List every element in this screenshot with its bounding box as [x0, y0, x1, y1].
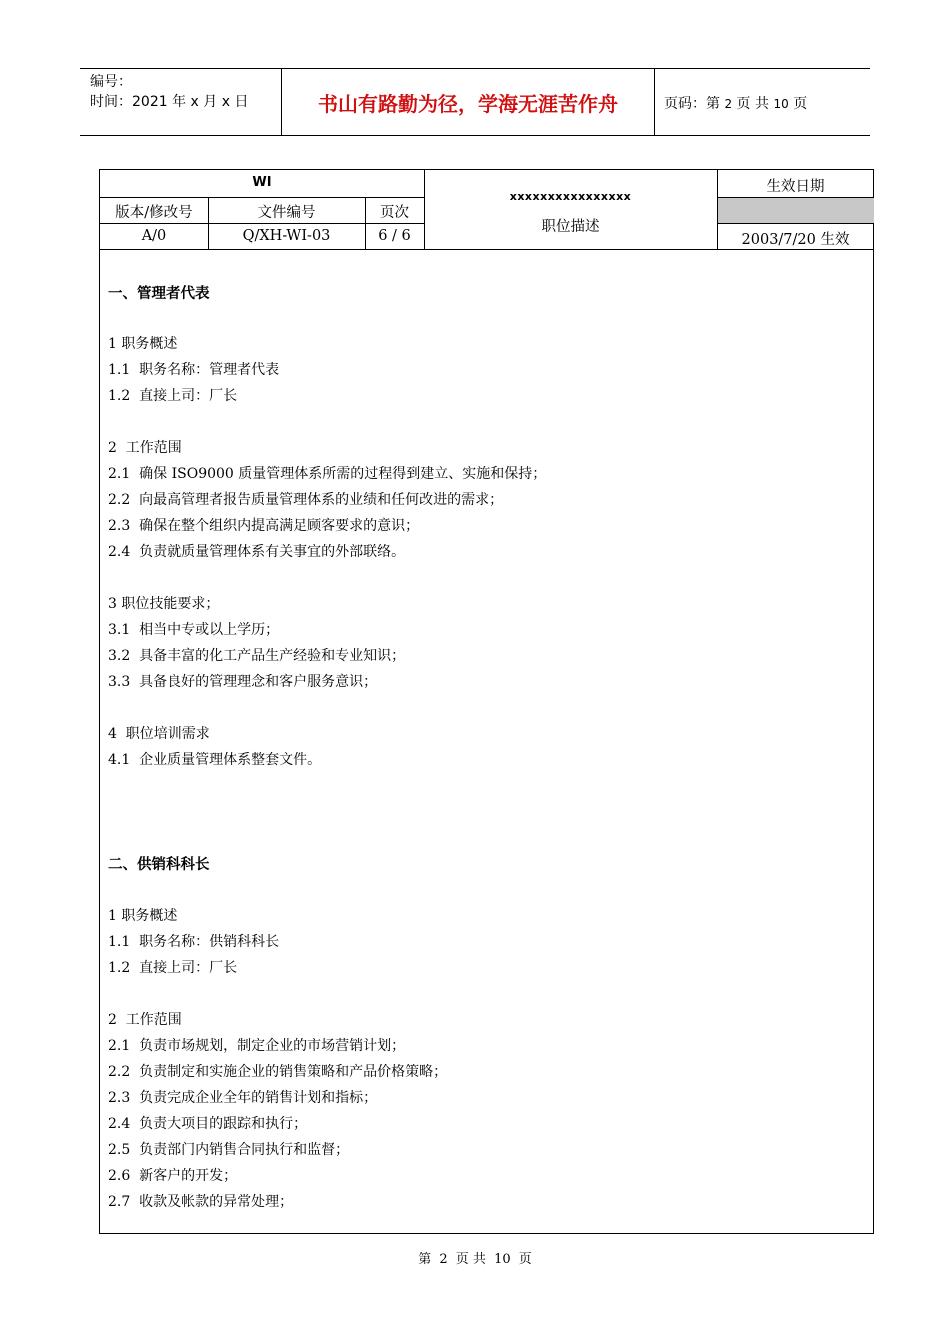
- body-line: 3.2 具备丰富的化工产品生产经验和专业知识；: [108, 648, 406, 664]
- body-line: 2.2 负责制定和实施企业的销售策略和产品价格策略；: [108, 1064, 448, 1080]
- document-number: 编号：: [90, 74, 132, 90]
- body-line: 2.6 新客户的开发；: [108, 1168, 238, 1184]
- body-line: 2.2 向最高管理者报告质量管理体系的业绩和任何改进的需求；: [108, 492, 504, 508]
- page-value: 6 / 6: [378, 228, 411, 244]
- page-header: 页次: [380, 205, 409, 221]
- table-rule: [717, 197, 874, 198]
- page-footer: [0, 1248, 950, 1267]
- body-line: 2.5 负责部门内销售合同执行和监督；: [108, 1142, 350, 1158]
- footer-total: 10: [494, 1252, 511, 1267]
- section-title: 一、管理者代表: [108, 286, 210, 302]
- doc-type: WI: [252, 175, 272, 190]
- body-line: 2.4 负责就质量管理体系有关事宜的外部联络。: [108, 544, 406, 560]
- page-total: 10: [773, 97, 789, 111]
- table-rule: [100, 223, 424, 224]
- body-line: 3.3 具备良好的管理理念和客户服务意识；: [108, 674, 378, 690]
- version-header: 版本/修改号: [115, 205, 193, 221]
- body-line: 1.2 直接上司：厂长: [108, 388, 238, 404]
- table-rule: [100, 197, 424, 198]
- body-line: 1.1 职务名称：供销科科长: [108, 934, 280, 950]
- header-top-rule: [80, 68, 870, 69]
- body-line: 1 职务概述: [108, 908, 178, 924]
- body-line: 2.3 确保在整个组织内提高满足顾客要求的意识；: [108, 518, 420, 534]
- header-motto: 书山有路勤为径，学海无涯苦作舟: [318, 92, 618, 116]
- body-line: 2 工作范围: [108, 440, 182, 456]
- header-meta: [90, 72, 248, 112]
- body-line: 3.1 相当中专或以上学历；: [108, 622, 280, 638]
- page-prefix: 页码：第: [664, 96, 720, 112]
- table-rule: [717, 223, 874, 224]
- body-line: 1.1 职务名称：管理者代表: [108, 362, 280, 378]
- document-title: 职位描述: [541, 219, 600, 235]
- body-line: 2 工作范围: [108, 1012, 182, 1028]
- table-col-rule: [424, 170, 425, 249]
- body-line: 1.2 直接上司：厂长: [108, 960, 238, 976]
- body-line: 4 职位培训需求: [108, 726, 210, 742]
- body-line: 2.7 收款及帐款的异常处理；: [108, 1194, 294, 1210]
- body-line: 1 职务概述: [108, 336, 178, 352]
- footer-prefix: 第: [418, 1252, 432, 1267]
- page-middle: 页 共: [736, 96, 769, 112]
- file-number-header: 文件编号: [257, 205, 316, 221]
- header-page-info: [664, 93, 807, 113]
- page-current: 2: [724, 97, 733, 111]
- company-name: xxxxxxxxxxxxxxxx: [509, 190, 632, 203]
- header-divider: [654, 68, 655, 135]
- version-value: A/0: [141, 228, 167, 244]
- file-number-value: Q/XH-WI-03: [242, 228, 331, 244]
- body-line: 2.4 负责大项目的跟踪和执行；: [108, 1116, 308, 1132]
- body-line: 2.3 负责完成企业全年的销售计划和指标；: [108, 1090, 378, 1106]
- shaded-cell: [717, 197, 874, 223]
- page-suffix: 页: [793, 96, 808, 112]
- effective-date-value: 2003/7/20 生效: [741, 232, 850, 248]
- footer-suffix: 页: [518, 1252, 532, 1267]
- body-line: 3 职位技能要求；: [108, 596, 220, 612]
- footer-current: 2: [439, 1252, 448, 1267]
- body-line: 4.1 企业质量管理体系整套文件。: [108, 752, 322, 768]
- footer-middle: 页 共: [455, 1252, 486, 1267]
- body-line: 2.1 确保 ISO9000 质量管理体系所需的过程得到建立、实施和保持；: [108, 466, 547, 482]
- table-bottom-rule: [100, 249, 874, 250]
- body-line: 2.1 负责市场规划，制定企业的市场营销计划；: [108, 1038, 406, 1054]
- section-title: 二、供销科科长: [108, 857, 210, 873]
- effective-date-label: 生效日期: [766, 179, 825, 195]
- header-bottom-rule: [80, 135, 870, 136]
- document-time: 时间：2021 年 x 月 x 日: [90, 94, 249, 110]
